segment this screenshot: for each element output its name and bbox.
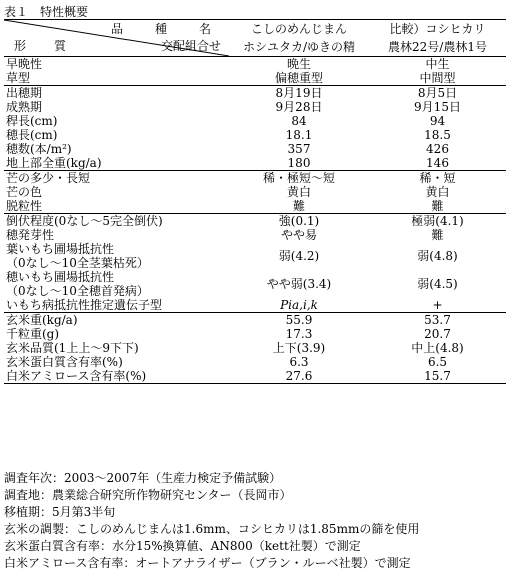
value-koshihikari: 94 <box>429 114 446 128</box>
value-koshinomenjiman: 晩生 <box>229 57 369 72</box>
table-row <box>4 71 506 86</box>
row-label: 千粒重(g) <box>6 327 60 341</box>
notes <box>4 470 419 572</box>
row-label: 穂数(本/m²) <box>6 142 72 156</box>
value-koshinomenjiman: 上下(3.9) <box>272 341 326 355</box>
row-label: 芒の多少・長短 <box>4 171 229 186</box>
table-row <box>4 298 506 313</box>
value-koshihikari: 146 <box>426 156 449 170</box>
value-koshihikari: 53.7 <box>369 313 506 328</box>
value-koshihikari: 中上(4.8) <box>411 341 464 355</box>
row-label-sub: （0なし～10全穂首発病） <box>6 284 149 298</box>
row-label: 出穂期 <box>4 86 229 101</box>
table-row <box>4 128 506 142</box>
value-koshinomenjiman: Pia,i,k <box>280 298 318 312</box>
table-row <box>4 327 506 341</box>
value-koshihikari: 15.7 <box>369 369 506 384</box>
header-cross-label: 交配組合せ <box>160 39 221 53</box>
row-label: 玄米蛋白質含有率(%) <box>6 355 123 369</box>
row-label: 穂長(cm) <box>6 128 58 142</box>
value-koshinomenjiman: 8月19日 <box>229 86 369 101</box>
value-koshihikari: 極弱(4.1) <box>369 214 506 229</box>
value-koshihikari: 弱(4.5) <box>417 277 458 291</box>
row-label: 草型 <box>6 71 31 85</box>
table-row <box>4 355 506 369</box>
value-koshinomenjiman: 9月28日 <box>275 100 323 114</box>
table-row <box>4 369 506 384</box>
value-koshinomenjiman: 6.3 <box>289 355 309 369</box>
value-koshinomenjiman: 357 <box>287 142 311 156</box>
value-koshinomenjiman: 84 <box>291 114 307 128</box>
header-corner <box>4 20 229 57</box>
value-koshinomenjiman: 稀・極短～短 <box>229 171 369 186</box>
table-row <box>4 341 506 355</box>
value-koshihikari: 黄白 <box>425 185 450 199</box>
value-koshinomenjiman: やや易 <box>280 228 317 242</box>
header-col2-cross: 農林22号/農林1号 <box>388 40 487 54</box>
row-label: 葉いもち圃場抵抗性 <box>6 242 115 256</box>
table-row <box>4 171 506 186</box>
table-row <box>4 142 506 156</box>
table-number: 表１ <box>4 5 29 19</box>
row-label: 白米アミロース含有率(%) <box>4 369 229 384</box>
table-row <box>4 214 506 229</box>
row-label: 穂発芽性 <box>6 228 55 242</box>
value-koshihikari: 8月5日 <box>369 86 506 101</box>
value-koshihikari: 弱(4.8) <box>417 249 458 263</box>
table-row <box>4 313 506 328</box>
table-caption <box>4 3 88 20</box>
value-koshihikari: 9月15日 <box>414 100 461 114</box>
note-line: 移植期：5月第3半旬 <box>4 505 116 519</box>
value-koshinomenjiman: 17.3 <box>285 327 313 341</box>
value-koshihikari: 稀・短 <box>369 171 506 186</box>
row-label: 倒伏程度(0なし～5完全倒伏) <box>4 214 229 229</box>
table-row <box>4 114 506 128</box>
table-row <box>4 100 506 114</box>
value-koshihikari: 6.5 <box>427 355 448 369</box>
table-row <box>4 242 506 256</box>
row-label: 地上部全重(kg/a) <box>6 156 102 170</box>
row-label-sub: （0なし～10全茎葉枯死） <box>6 256 149 270</box>
value-koshihikari: + <box>432 298 443 312</box>
table-row <box>4 228 506 242</box>
table-title: 特性概要 <box>40 5 89 19</box>
value-koshihikari: 中間型 <box>419 71 456 85</box>
note-line: 玄米の調製：こしのめんじまんは1.6mm、コシヒカリは1.85mmの篩を使用 <box>4 522 420 536</box>
table-row <box>4 185 506 199</box>
value-koshinomenjiman: 偏穂重型 <box>274 71 323 85</box>
value-koshinomenjiman: 弱(4.2) <box>278 249 320 263</box>
note-line: 白米アミロース含有率：オートアナライザー（ブラン・ルーベ社製）で測定 <box>4 556 411 570</box>
value-koshihikari: 難 <box>431 199 444 213</box>
table-row <box>4 156 506 171</box>
row-label: 玄米品質(1上上～9下下) <box>6 341 139 355</box>
note-line: 玄米蛋白質含有率：水分15%換算値、AN800（kett社製）で測定 <box>4 539 361 553</box>
value-koshihikari: 20.7 <box>424 327 451 341</box>
table-row <box>4 270 506 284</box>
note-line: 調査地：農業総合研究所作物研究センター（長岡市） <box>4 488 292 502</box>
row-label: 玄米重(kg/a) <box>4 313 229 328</box>
header-trait-label: 形質 <box>14 39 95 53</box>
table-row <box>4 86 506 101</box>
table-row <box>4 57 506 72</box>
value-koshinomenjiman: 強(0.1) <box>229 214 369 229</box>
row-label: いもち病抵抗性推定遺伝子型 <box>6 298 163 312</box>
header-variety-label: 品 種 名 <box>110 22 221 36</box>
value-koshinomenjiman: 黄白 <box>286 185 311 199</box>
value-koshihikari: 426 <box>426 142 449 156</box>
value-koshinomenjiman: 27.6 <box>229 369 369 384</box>
value-koshihikari: 中生 <box>369 57 506 72</box>
row-label: 稈長(cm) <box>6 114 58 128</box>
value-koshinomenjiman: 180 <box>287 156 311 170</box>
row-label: 脱粒性 <box>6 199 43 213</box>
value-koshinomenjiman: やや弱(3.4) <box>266 277 332 291</box>
header-col1-name: こしのめんじまん <box>229 20 369 39</box>
value-koshihikari: 18.5 <box>424 128 451 142</box>
value-koshinomenjiman: 18.1 <box>285 128 313 142</box>
header-col1-cross: ホシユタカ/ゆきの精 <box>242 40 356 54</box>
note-line: 調査年次：2003～2007年（生産力検定予備試験） <box>4 471 282 485</box>
header-col2-name: 比較）コシヒカリ <box>369 20 506 39</box>
header-row <box>4 20 506 39</box>
trait-table <box>4 19 506 384</box>
value-koshinomenjiman: 55.9 <box>229 313 369 328</box>
row-label: 成熟期 <box>6 100 43 114</box>
row-label: 早晩性 <box>4 57 229 72</box>
value-koshinomenjiman: 難 <box>292 199 305 213</box>
row-label: 穂いもち圃場抵抗性 <box>6 270 115 284</box>
value-koshihikari: 難 <box>431 228 444 242</box>
row-label: 芒の色 <box>6 185 43 199</box>
table-row <box>4 199 506 214</box>
